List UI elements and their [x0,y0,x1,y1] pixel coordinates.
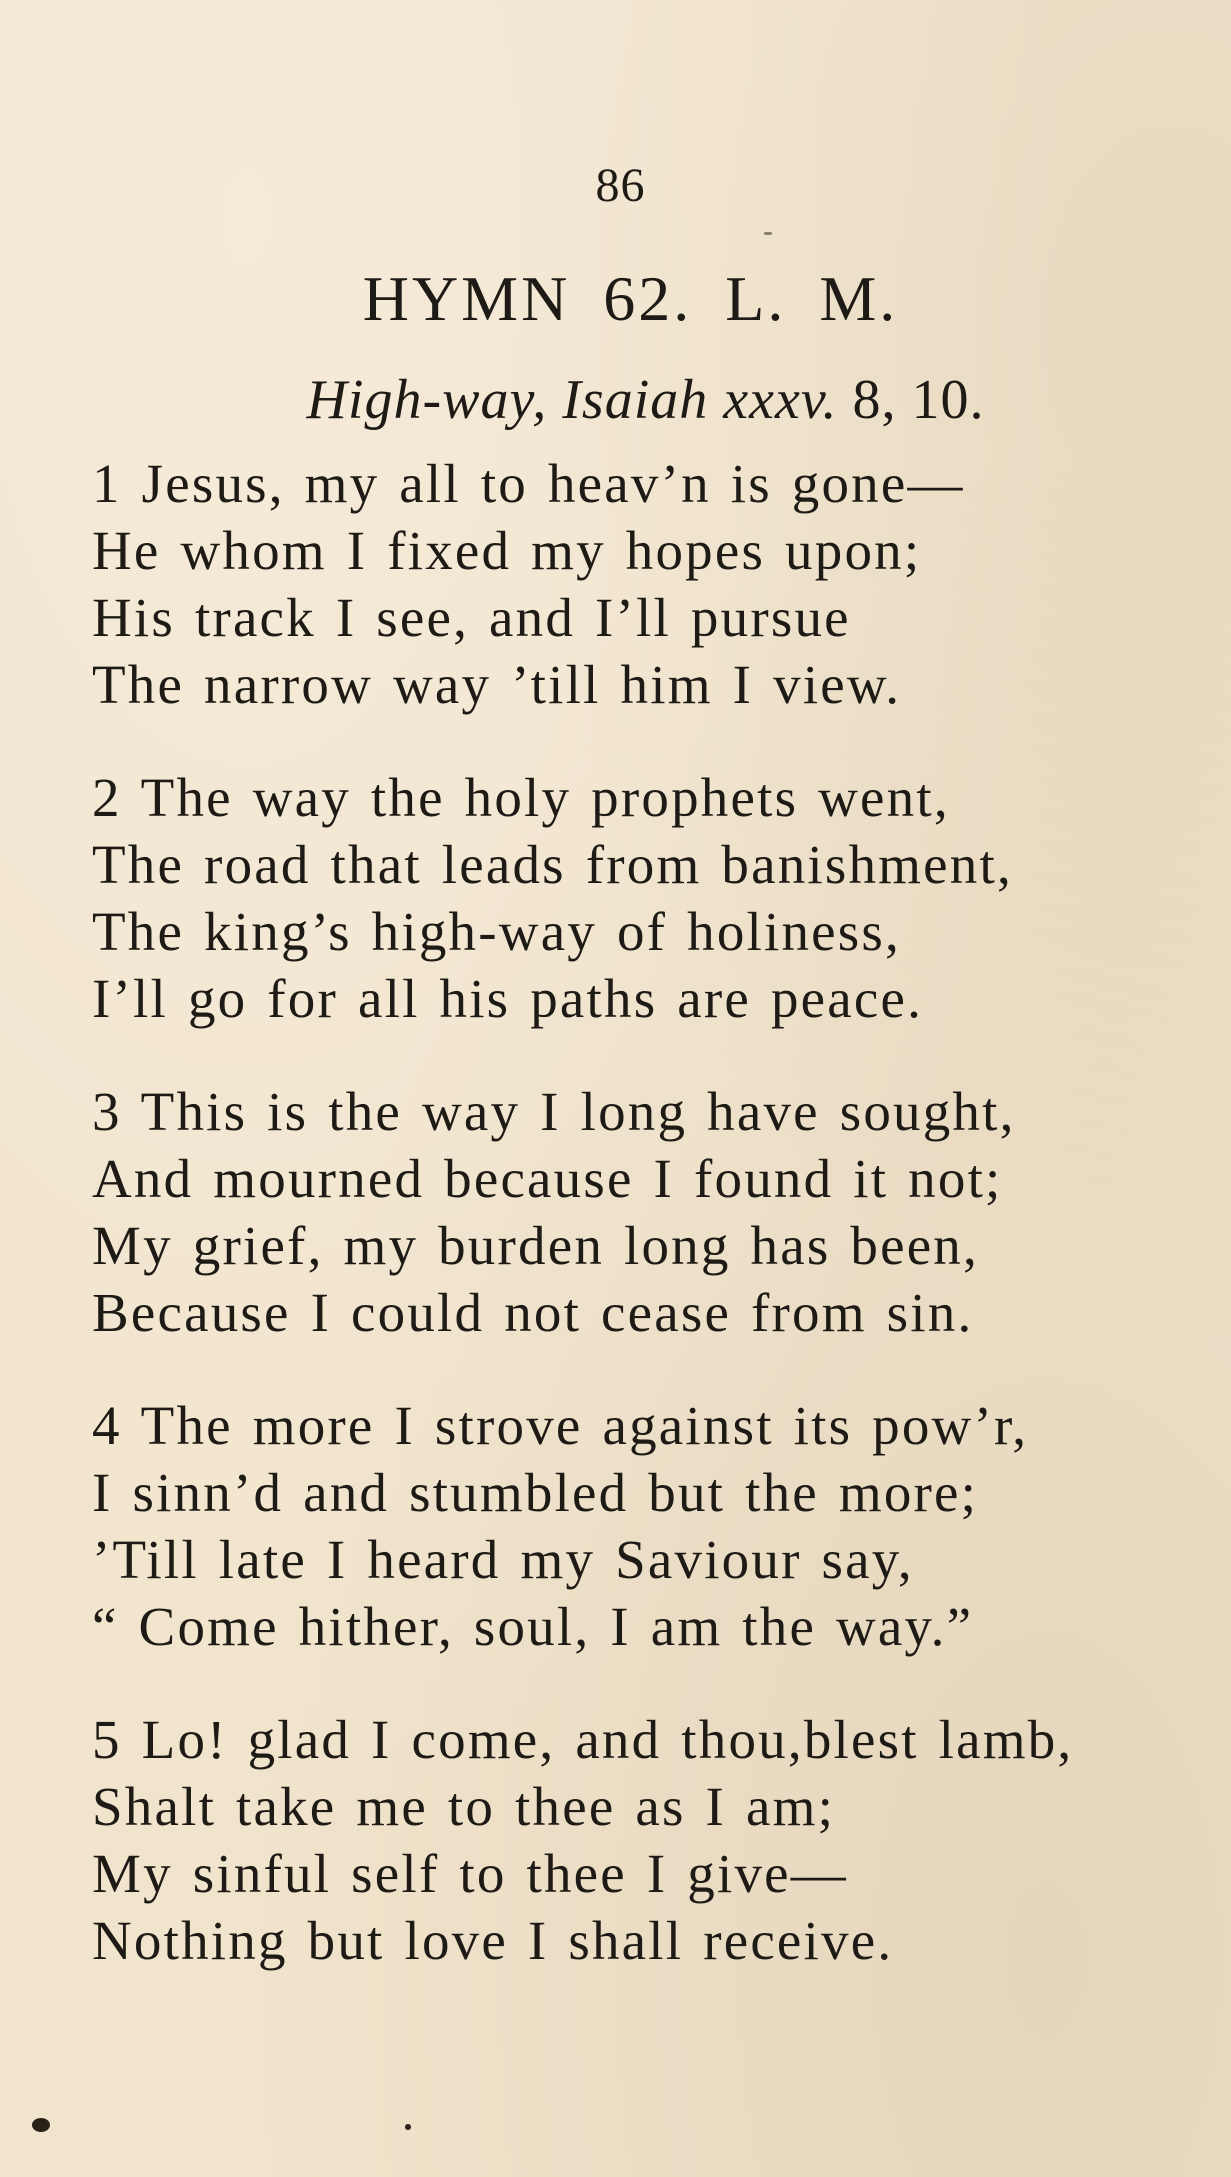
page-number: 86 [595,159,646,212]
verse-line: “ Come hither, soul, I am the way.” [92,1596,974,1657]
ink-speck [32,2118,50,2132]
subtitle-scripture-reference: High-way, Isaiah xxxv. [306,369,838,431]
verse-3 [92,1078,1222,1346]
verse-line: And mourned because I found it not; [92,1148,1003,1209]
verse-line: 3 This is the way I long have sought, [92,1081,1016,1142]
verse-2 [92,764,1222,1032]
hymn-subtitle [0,368,1231,432]
verse-line: The road that leads from banishment, [92,834,1013,895]
verse-line: My sinful self to thee I give— [92,1843,848,1904]
verse-line: He whom I fixed my hopes upon; [92,520,922,581]
verse-line: 2 The way the holy prophets went, [92,767,950,828]
verse-line: Because I could not cease from sin. [92,1282,974,1343]
verse-line: I’ll go for all his paths are peace. [92,968,924,1029]
verse-line: 1 Jesus, my all to heav’n is gone— [92,453,965,514]
verse-5 [92,1706,1222,1974]
verse-line: I sinn’d and stumbled but the more; [92,1462,979,1523]
verse-line: The king’s high-way of holiness, [92,901,901,962]
verse-line: The narrow way ’till him I view. [92,654,902,715]
verse-line: ’Till late I heard my Saviour say, [92,1529,914,1590]
verse-line: My grief, my burden long has been, [92,1215,979,1276]
verse-4 [92,1392,1222,1660]
verse-line: 4 The more I strove against its pow’r, [92,1395,1029,1456]
verse-line: 5 Lo! glad I come, and thou,blest lamb, [92,1709,1074,1770]
ink-speck [764,232,772,235]
verse-line: His track I see, and I’ll pursue [92,587,851,648]
subtitle-verse-numbers: 8, 10. [837,369,985,431]
hymn-verses [92,450,1222,1974]
verse-line: Shalt take me to thee as I am; [92,1776,836,1837]
verse-line: Nothing but love I shall receive. [92,1910,894,1971]
ink-speck [405,2124,411,2130]
verse-1 [92,450,1222,718]
hymn-title: HYMN 62. L. M. [362,263,899,334]
